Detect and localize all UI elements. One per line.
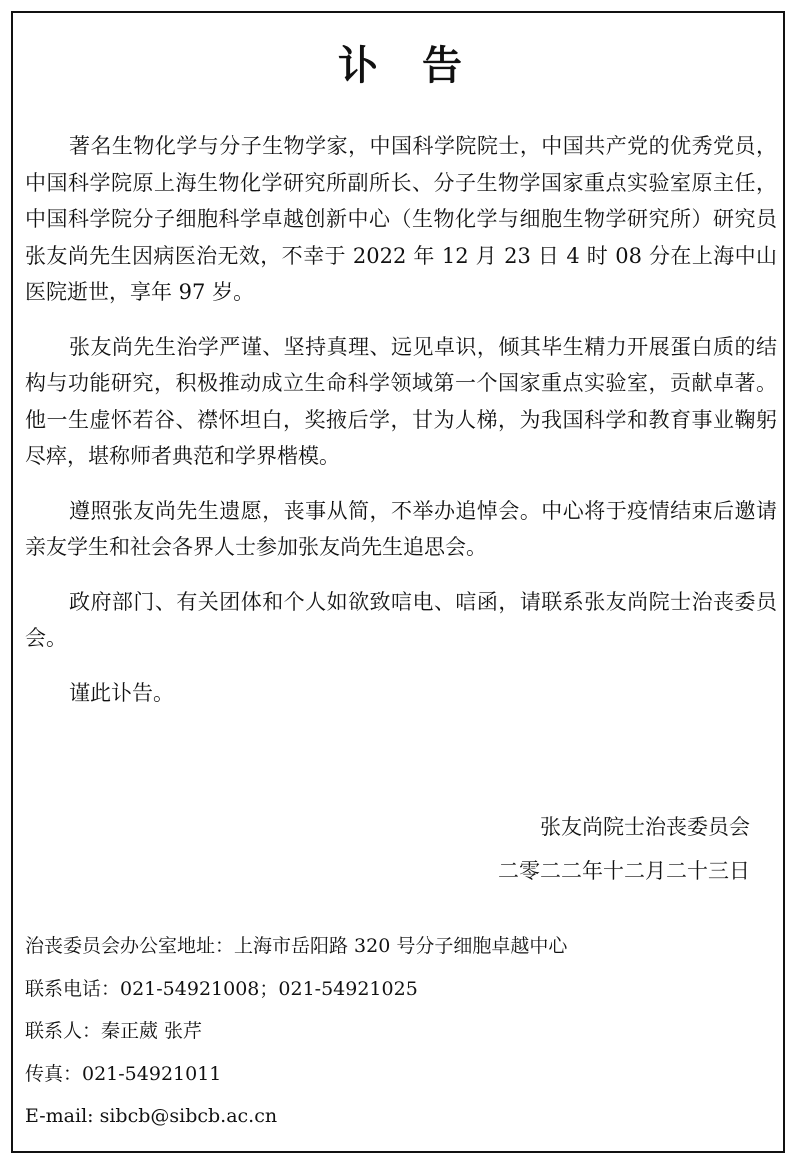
paragraph-announcement: 著名生物化学与分子生物学家，中国科学院院士，中国共产党的优秀党员，中国科学院原上海生物化学研究所副所长、分子生物学国家重点实验室原主任，中国科学院分子细胞科学卓越创新中心（生物化学与细胞生物学研究所）研究员张友尚先生因病医治无效，不幸于 2022 年 12 月 23 日 4 时 08 分在上海中山医院逝世，享年 97 岁。: [25, 134, 777, 304]
contact-address: 治丧委员会办公室地址：上海市岳阳路 320 号分子细胞卓越中心: [25, 935, 568, 957]
signature-date: 二零二二年十二月二十三日: [498, 859, 750, 883]
paragraph-closing: 谨此讣告。: [69, 680, 174, 705]
contact-email: E-mail: sibcb@sibcb.ac.cn: [25, 1105, 278, 1127]
signature-block: [498, 805, 750, 893]
contact-persons: 联系人：秦正葳 张芹: [25, 1020, 203, 1042]
notice-title: 讣告: [338, 43, 506, 89]
contact-fax: 传真：021-54921011: [25, 1062, 222, 1085]
signature-committee: 张友尚院士治丧委员会: [540, 815, 750, 839]
paragraph-funeral-arrangements: 遵照张友尚先生遗愿，丧事从简，不举办追悼会。中心将于疫情结束后邀请亲友学生和社会各界人士参加张友尚先生追思会。: [25, 498, 777, 559]
paragraph-condolence-instructions: 政府部门、有关团体和个人如欲致唁电、唁函，请联系张友尚院士治丧委员会。: [25, 589, 777, 650]
contact-phone: 联系电话：021-54921008；021-54921025: [25, 977, 418, 1000]
contact-block: [25, 925, 777, 1138]
notice-body: [25, 128, 777, 729]
paragraph-tribute: 张友尚先生治学严谨、坚持真理、远见卓识，倾其毕生精力开展蛋白质的结构与功能研究，积极推动成立生命科学领域第一个国家重点实验室，贡献卓著。他一生虚怀若谷、襟怀坦白，奖掖后学，甘为人梯，为我国科学和教育事业鞠躬尽瘁，堪称师者典范和学界楷模。: [25, 334, 777, 468]
